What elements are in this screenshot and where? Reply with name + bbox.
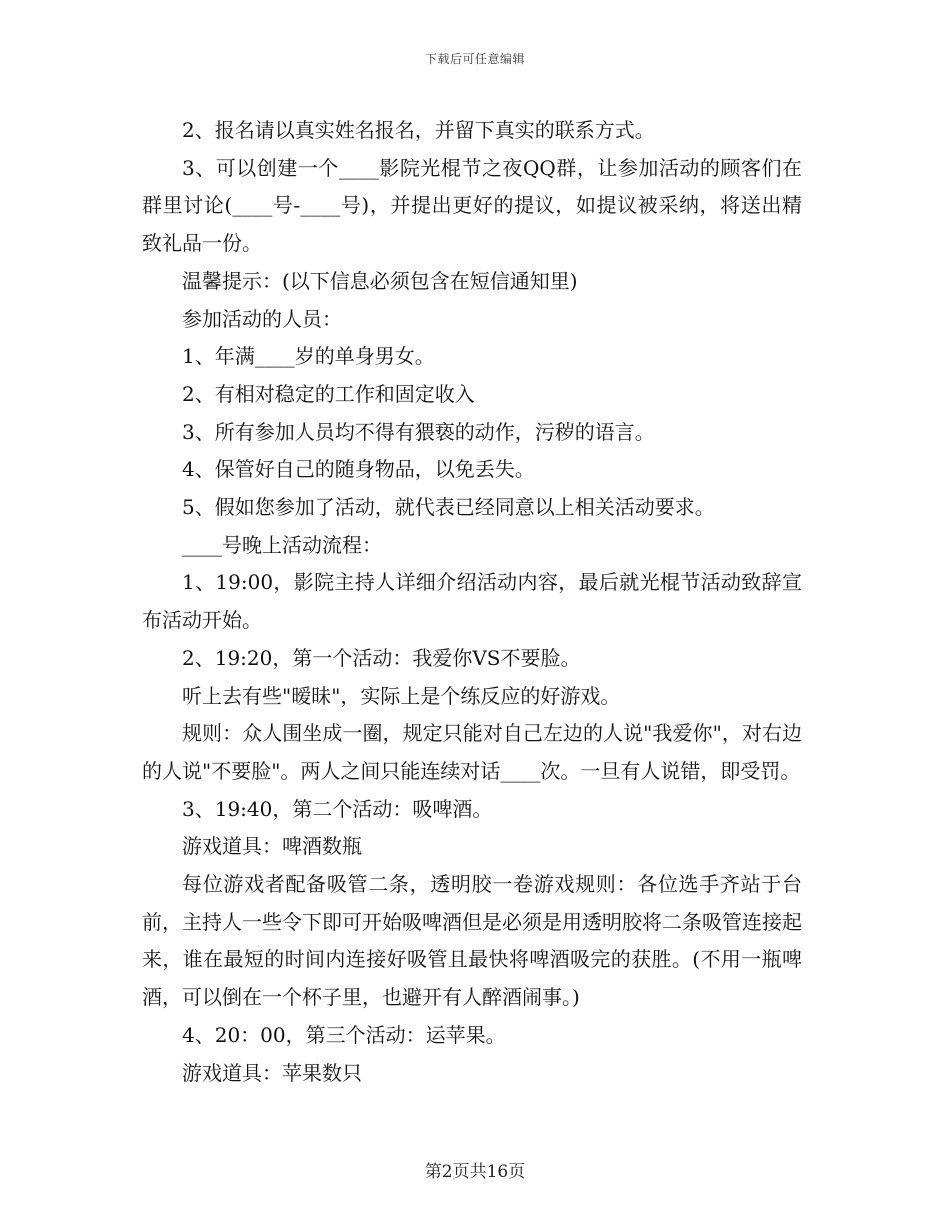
paragraph: 每位游戏者配备吸管二条，透明胶一卷游戏规则：各位选手齐站于台前，主持人一些令下即可开始吸啤酒但是必须是用透明胶将二条吸管连接起来，谁在最短的时间内连接好吸管且最快将啤酒吸完的获胜。(不用一瓶啤酒，可以倒在一个杯子里，也避开有人醉酒闹事。) xyxy=(142,872,802,1010)
paragraph: 3、所有参加人员均不得有猥亵的动作，污秽的语言。 xyxy=(182,419,655,444)
paragraph: 4、保管好自己的随身物品，以免丢失。 xyxy=(182,457,535,482)
paragraph: 2、有相对稳定的工作和固定收入 xyxy=(182,381,475,406)
paragraph: 参加活动的人员： xyxy=(182,306,342,331)
paragraph: 4、20：00，第三个活动：运苹果。 xyxy=(182,1022,506,1047)
paragraph: 温馨提示：(以下信息必须包含在短信通知里) xyxy=(182,268,578,293)
paragraph: 3、19:40，第二个活动：吸啤酒。 xyxy=(182,796,493,821)
paragraph: 1、年满____岁的单身男女。 xyxy=(182,344,435,369)
page-header: 下载后可任意编辑 xyxy=(424,52,525,66)
paragraph: 3、可以创建一个____影院光棍节之夜QQ群，让参加活动的顾客们在群里讨论(____号-____号)，并提出更好的提议，如提议被采纳，将送出精致礼品一份。 xyxy=(142,155,802,256)
paragraph: 游戏道具：啤酒数瓶 xyxy=(182,834,362,859)
paragraph: ____号晚上活动流程： xyxy=(182,532,382,557)
document-body xyxy=(142,112,802,1092)
paragraph: 2、报名请以真实姓名报名，并留下真实的联系方式。 xyxy=(182,118,655,142)
paragraph: 游戏道具：苹果数只 xyxy=(182,1060,362,1085)
paragraph: 1、19:00，影院主持人详细介绍活动内容，最后就光棍节活动致辞宣布活动开始。 xyxy=(142,570,802,633)
page-footer: 第2页共16页 xyxy=(424,1162,526,1182)
paragraph: 听上去有些"暧昧"，实际上是个练反应的好游戏。 xyxy=(182,683,621,708)
paragraph: 5、假如您参加了活动，就代表已经同意以上相关活动要求。 xyxy=(182,495,715,520)
paragraph: 2、19:20，第一个活动：我爱你VS不要脸。 xyxy=(182,645,581,670)
paragraph: 规则：众人围坐成一圈，规定只能对自己左边的人说"我爱你"，对右边的人说"不要脸"。两人之间只能连续对话____次。一旦有人说错，即受罚。 xyxy=(142,721,802,783)
